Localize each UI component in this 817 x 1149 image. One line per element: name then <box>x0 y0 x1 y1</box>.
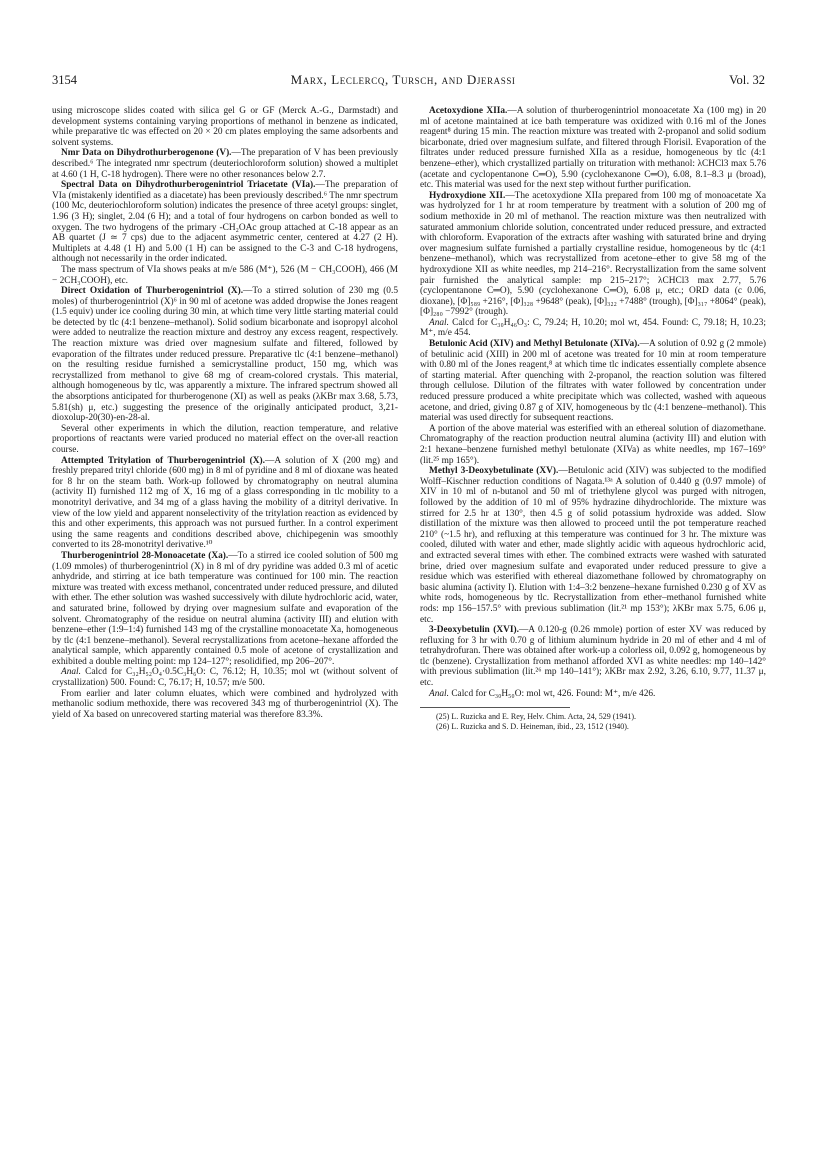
paragraph-several: Several other experiments in which the dilution, reaction temperature, and relative proportions of reactants were varied produced no material effect on the over-all reaction course. <box>52 423 398 455</box>
paragraph-portion: A portion of the above material was esterified with an ethereal solution of diazomethane. Chromatography of the reaction production neutral alumina (activity III) and elution with 2:1 hexane–benzene furnished methyl betulonate (XIVa) as white needles, mp 167–169° (lit.²⁵ mp 165°). <box>420 423 766 466</box>
footnotes <box>420 712 766 731</box>
paragraph-intro: using microscope slides coated with silica gel G or GF (Merck A.-G., Darmstadt) and development systems containing varying proportions of methanol in benzene as indicated, while preparative tlc was effected on 20 × 20 cm plates employing the same adsorbents and solvent systems. <box>52 106 398 148</box>
paragraph-spectral: Spectral Data on Dihydrothurberogenintriol Triacetate (VIa).—The preparation of VIa (mistakenly identified as a diacetate) has been previously described.⁶ The nmr spectrum (100 Mc, deuteriochloroform solution) indicates the presence of three acetyl groups: singlet, 1.96 (3 H); singlet, 2.04 (6 H); and a total of four hydrogens on carbon bonded as well to oxygen. The two hydrogens of the primary -CH₂OAc group attached at C-18 appear as an AB quartet (J ≃ 7 cps) due to the adjacent asymmetric center, centered at 4.27 (2 H). Multiplets at 4.48 (1 H) and 5.00 (1 H) can be assigned to the C-3 and C-18 hydrogens, although not necessarily in the order indicated. <box>52 180 398 265</box>
heading-spectral: Spectral Data on Dihydrothurberogenintriol Triacetate (VIa). <box>61 180 316 191</box>
volume-label: Vol. 32 <box>729 72 765 87</box>
paragraph-mass: The mass spectrum of VIa shows peaks at m/e 586 (M⁺), 526 (M − CH₃COOH), 466 (M − 2CH₃COOH), etc. <box>52 264 398 286</box>
paragraph-analysis-3: Anal. Calcd for C₃₀H₅₀O: mol wt, 426. Found: M⁺, m/e 426. <box>429 688 656 699</box>
heading-betulonic: Betulonic Acid (XIV) and Methyl Betulonate (XIVa). <box>429 339 640 350</box>
page-number: 3154 <box>52 72 77 87</box>
paragraph-deoxybetulin: 3-Deoxybetulin (XVI).—A 0.120-g (0.26 mmole) portion of ester XV was reduced by refluxing for 3 hr with 0.70 g of lithium aluminum hydride in 20 ml of ether and 4 ml of tetrahydrofuran. There was obtained after work-up a colorless oil, 0.092 g, homogeneous by tlc (benzene). Crystallization from methanol afforded XVI as white needles: mp 140–142° with previous sublimation (lit.²⁶ mp 140–141°); λKBr max 2.92, 3.26, 6.10, 9.77, 11.37 μ, etc. <box>420 625 767 689</box>
footnote-divider <box>420 707 570 708</box>
heading-deoxybetulin: 3-Deoxybetulin (XVI). <box>429 625 519 636</box>
paragraph-analysis-1: Anal. Calcd for C₃₂H₅₂O₄·0.5C₃H₆O: C, 76.12; H, 10.35; mol wt (without solvent of crystallization) 500. Found: C, 76.17; H, 10.57; m/e 500. <box>52 667 398 689</box>
paragraph-acetoxydione: Acetoxydione XIIa.—A solution of thurberogenintriol monoacetate Xa (100 mg) in 20 ml of acetone maintained at ice bath temperature was oxidized with 0.16 ml of the Jones reagent⁸ during 15 min. The reaction mixture was treated with 2-propanol and solid sodium bicarbonate, dried over magnesium sulfate, and filtered through Florisil. Evaporation of the filtrates under reduced pressure furnished XIIa as a residue, homogeneous by tlc (4:1 benzene–ether), which crystallized partially on trituration with methanol: λCHCl3 max 5.76 (acetate and cyclopentanone C═O), 5.90 (cyclohexanone C═O), 6.08, 8.1–8.3 μ (broad), etc. This material was used for the next step without further purification. <box>420 106 767 191</box>
heading-acetoxydione: Acetoxydione XIIa. <box>429 106 508 116</box>
paragraph-nmr: Nmr Data on Dihydrothurberogenone (V).—The preparation of V has been previously described.⁶ The integrated nmr spectrum (deuteriochloroform solution) showed a multiplet at 4.60 (1 H, C-18 hydrogen). There were no other resonances below 2.7. <box>52 148 398 180</box>
heading-hydroxydione: Hydroxydione XII. <box>429 190 506 201</box>
paragraph-deoxybetulinate: Methyl 3-Deoxybetulinate (XV).—Betulonic acid (XIV) was subjected to the modified Wolff–Kischner reduction conditions of Nagata.¹³ᵃ A solution of 0.440 g (0.97 mmole) of XIV in 10 ml of n-butanol and 50 ml of triethylene glycol was purged with nitrogen, followed by the addition of 10 ml of 95% hydrazine dihydrochloride. The mixture was stirred for 2.5 hr at 130°, then 4.5 g of solid potassium hydroxide was added. Slow distillation of the mixture was then allowed to proceed until the pot temperature reached 210° (~1.5 hr), and refluxing at this temperature was continued for 3 hr. The mixture was cooled, diluted with water and ether, made slightly acidic with aqueous hydrochloric acid, and extracted several times with ether. The combined extracts were washed with saturated brine, dried over magnesium sulfate and evaporated under reduced pressure to give a residue which was esterified with ethereal diazomethane followed by chromatography on basic alumina (activity I). Elution with 1:4–3:2 benzene–hexane furnished 0.230 g of XV as white rods, homogeneous by tlc. Recrystallization from ether–methanol furnished white rods: mp 156–157.5° with previous sublimation (lit.²¹ mp 153°); λKBr max 5.75, 6.06 μ, etc. <box>420 466 766 625</box>
paragraph-hydroxydione: Hydroxydione XII.—The acetoxydione XIIa prepared from 100 mg of monoacetate Xa was hydrolyzed for 1 hr at room temperature by treatment with a solution of 200 mg of sodium methoxide in 20 ml of methanol. The reaction mixture was then neutralized with saturated ammonium chloride solution, concentrated under reduced pressure, and extracted with chloroform. Evaporation of the extracts after washing with saturated brine and drying over magnesium sulfate furnished a partially crystalline residue, homogeneous by tlc (4:1 benzene–methanol), which was recrystallized from acetone–ether to give 58 mg of the hydroxydione XII as white needles, mp 214–216°. Recrystallization from the same solvent pair furnished the analytical sample: mp 215–217°; λCHCl3 max 2.77, 5.76 (cyclopentanone C═O), 5.90 (cyclohexanone C═O), 6.08 μ, etc.; ORD data (c 0.06, dioxane), [Φ]₅₈₉ +216°, [Φ]₃₂₈ +9648° (peak), [Φ]₃₂₂ +7488° (trough), [Φ]₃₁₇ +8064° (peak), [Φ]₂₈₀ −7992° (trough). <box>420 190 766 318</box>
heading-oxidation: Direct Oxidation of Thurberogenintriol (X). <box>61 286 244 297</box>
anal-label: Anal. <box>429 317 449 328</box>
paragraph-monoacetate: Thurberogenintriol 28-Monoacetate (Xa).—To a stirred ice cooled solution of 500 mg (1.09 mmoles) of thurberogenintriol (X) in 8 ml of dry pyridine was added 0.3 ml of acetic anhydride, and stirring at ice bath temperature was continued for 100 min. The reaction mixture was treated with excess methanol, concentrated under reduced pressure, and diluted with ether. The ether solution was washed successively with dilute hydrochloric acid, water, and saturated brine, followed by drying over magnesium sulfate and evaporation of the solvent. Chromatography of the residue on neutral alumina (activity III) and elution with benzene–ether (1:9–1:4) furnished 143 mg of the crystalline monoacetate Xa, homogeneous by tlc (4:1 benzene–methanol). Several recrystallizations from acetone–hexane afforded the analytical sample, which apparently contained 0.5 mole of acetone of crystallization and exhibited a double melting point: mp 124–127°; resolidified, mp 206–207°. <box>52 550 398 667</box>
paragraph-tritylation: Attempted Tritylation of Thurberogenintriol (X).—A solution of X (200 mg) and freshly prepared trityl chloride (600 mg) in 8 ml of pyridine and 8 ml of dioxane was heated for 8 hr on the steam bath. Work-up followed by chromatography on neutral alumina (activity II) furnished 112 mg of X, 16 mg of a glass corresponding in tlc mobility to a monotrityl derivative, and 34 mg of a glass having the mobility of a ditrityl derivative. In view of the low yield and apparent nonselectivity of the tritylation reaction as evidenced by this and other experiments, this approach was not pursued further. In a control experiment using the same reagents and conditions described above, chichipegenin was smoothly converted to its 28-monotrityl derivative.¹⁰ <box>52 455 399 551</box>
right-column <box>420 106 766 731</box>
anal-label: Anal. <box>61 667 81 678</box>
running-title: Marx, Leclercq, Tursch, and Djerassi <box>290 72 516 87</box>
heading-tritylation: Attempted Tritylation of Thurberogenintriol (X). <box>61 455 265 466</box>
heading-nmr: Nmr Data on Dihydrothurberogenone (V). <box>61 148 232 159</box>
heading-monoacetate: Thurberogenintriol 28-Monoacetate (Xa). <box>61 550 229 561</box>
left-column <box>52 106 398 720</box>
paragraph-analysis-2: Anal. Calcd for C₃₀H₄₆O₃: C, 79.24; H, 10.20; mol wt, 454. Found: C, 79.18; H, 10.23; M⁺, m/e 454. <box>420 317 766 339</box>
page-header <box>52 72 765 88</box>
paragraph-oxidation: Direct Oxidation of Thurberogenintriol (X).—To a stirred solution of 230 mg (0.5 moles) of thurberogenintriol (X)⁶ in 90 ml of acetone was added dropwise the Jones reagent (1.5 equiv) under ice cooling during 30 min, at which time very little starting material could be detected by tlc (4:1 benzene–methanol). Solid sodium bicarbonate and isopropyl alcohol were added to neutralize the reaction mixture and destroy any excess reagent, respectively. The reaction mixture was dried over magnesium sulfate and filtered, followed by evaporation of the filtrates under reduced pressure. Preparative tlc (4:1 benzene–methanol) on the resulting residue furnished a semicrystalline product, 150 mg, which was recrystallized from methanol to give 68 mg of cream-colored crystals. This material, although homogeneous by tlc, was apparently a mixture. The infrared spectrum showed all the absorptions anticipated for thurberogenone (XI) as well as peaks (λKBr max 3.68, 5.73, 5.81(sh) μ, etc.) suggesting the presence of the originally anticipated product, 3,21-dioxolup-20(30)-en-28-al. <box>52 286 398 424</box>
footnote-25: (25) L. Ruzicka and E. Rey, Helv. Chim. Acta, 24, 529 (1941). <box>436 712 637 722</box>
paragraph-betulonic: Betulonic Acid (XIV) and Methyl Betulonate (XIVa).—A solution of 0.92 g (2 mmole) of betulinic acid (XIII) in 200 ml of acetone was treated for 10 min at room temperature with 0.80 ml of the Jones reagent,⁸ at which time tlc indicates essentially complete absence of starting material. After quenching with 2-propanol, the reaction solution was filtered through cellulose. Dilution of the filtrates with water followed by concentration under reduced pressure produced a white precipitate which was collected, washed with aqueous acetone, and dried, giving 0.87 g of XIV, homogeneous by tlc (4:1 benzene–methanol). This material was used directly for subsequent reactions. <box>420 339 766 424</box>
heading-deoxybetulinate: Methyl 3-Deoxybetulinate (XV). <box>429 466 559 477</box>
footnote-26: (26) L. Ruzicka and S. D. Heineman, ibid., 23, 1512 (1940). <box>436 721 629 731</box>
anal-label: Anal. <box>429 688 449 699</box>
paragraph-eluates: From earlier and later column eluates, which were combined and hydrolyzed with methanolic sodium methoxide, there was recovered 343 mg of thurberogenintriol (X). The yield of Xa based on unrecovered starting material was therefore 83.3%. <box>52 688 398 720</box>
